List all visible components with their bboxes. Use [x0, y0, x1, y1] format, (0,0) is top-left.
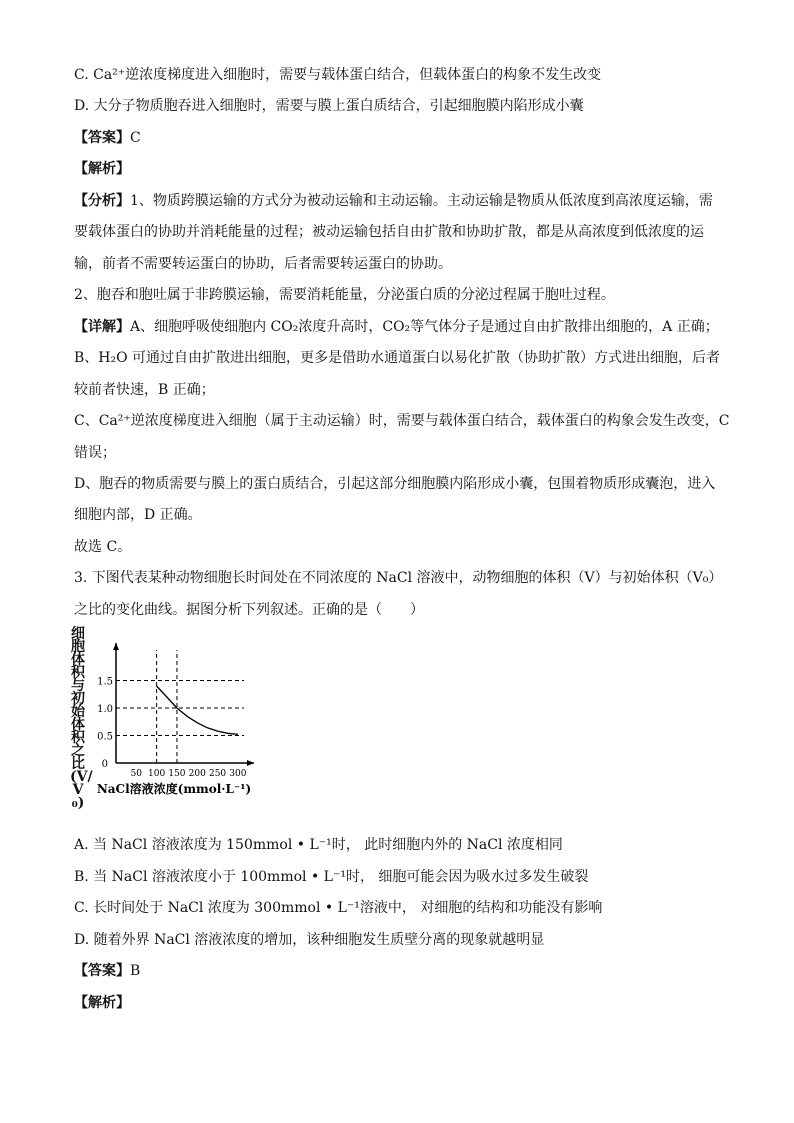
- q2-detail-5-text: 错误；: [74, 445, 116, 461]
- q3-option-d-text: D. 随着外界 NaCl 溶液浓度的增加，该种细胞发生质壁分离的现象就越明显: [74, 932, 545, 948]
- q2-detail-3-text: 较前者快速，B 正确；: [74, 382, 215, 398]
- q2-detail-1: [74, 318, 719, 336]
- q3-stem-1: [74, 569, 722, 587]
- q3-option-a: [74, 836, 563, 854]
- q3-option-c: [74, 899, 602, 917]
- q2-conclusion: [74, 538, 131, 556]
- origin-label: 0: [101, 759, 108, 770]
- q2-conclusion-text: 故选 C。: [74, 539, 132, 555]
- q2-detail-6-text: D、胞吞的物质需要与膜上的蛋白质结合，引起这部分细胞膜内陷形成小囊，包围着物质形成囊泡，进入: [74, 476, 716, 492]
- y-tick-0.5: 0.5: [97, 731, 113, 743]
- q3-answer-text: B: [130, 963, 141, 979]
- q3-answer-tag: 【答案】: [74, 963, 130, 979]
- q2-explain-heading-tag: 【解析】: [74, 161, 130, 177]
- q2-detail-2-text: B、H₂O 可通过自由扩散进出细胞，更多是借助水通道蛋白以易化扩散（协助扩散）方式进出细胞，后者: [74, 350, 721, 366]
- q2-analysis-3-text: 输，前者不需要转运蛋白的协助，后者需要转运蛋白的协助。: [74, 256, 452, 272]
- q3-option-c-text: C. 长时间处于 NaCl 浓度为 300mmol • L⁻¹溶液中， 对细胞的结构和功能没有影响: [74, 900, 603, 916]
- q3-option-b-text: B. 当 NaCl 溶液浓度小于 100mmol • L⁻¹时， 细胞可能会因为吸水过多发生破裂: [74, 869, 589, 885]
- q2-analysis-2-text: 要载体蛋白的协助并消耗能量的过程；被动运输包括自由扩散和协助扩散，都是从高浓度到低浓度的运: [74, 224, 704, 240]
- y-axis-arrow: [113, 643, 119, 650]
- q3-stem-2-text: 之比的变化曲线。据图分析下列叙述。正确的是（ ）: [74, 602, 424, 618]
- chart-svg: [66, 628, 266, 828]
- q2-detail-6: [74, 475, 715, 493]
- q3-option-b: [74, 868, 588, 886]
- q2-option-c-text: C. Ca²⁺逆浓度梯度进入细胞时，需要与载体蛋白结合，但载体蛋白的构象不发生改变: [74, 67, 602, 83]
- x-tick-200: 200: [188, 769, 206, 779]
- q2-answer: [74, 129, 141, 147]
- q2-answer-text: C: [130, 130, 141, 146]
- q2-detail-4-text: C、Ca²⁺逆浓度梯度进入细胞（属于主动运输）时，需要与载体蛋白结合，载体蛋白的构象会发生改变，C: [74, 413, 730, 429]
- y-tick-1.0: 1.0: [97, 704, 113, 715]
- q2-detail-2: [74, 349, 720, 367]
- x-tick-150: 150: [168, 769, 186, 779]
- q3-explain-heading: [74, 994, 130, 1012]
- q2-detail-7: [74, 506, 202, 524]
- q3-option-d: [74, 931, 544, 949]
- chart-y-axis-label: 细胞体积与初始体积之比(V/V₀): [70, 626, 93, 811]
- q2-option-c: [74, 66, 601, 84]
- q2-detail-4: [74, 412, 729, 430]
- q2-explain-heading: [74, 160, 130, 178]
- volume-ratio-chart: [66, 628, 266, 828]
- q2-analysis-3: [74, 255, 452, 273]
- q2-detail-1-tag: 【详解】: [74, 319, 130, 335]
- q3-stem-1-text: 3. 下图代表某种动物细胞长时间处在不同浓度的 NaCl 溶液中，动物细胞的体积（V）与初始体积（V₀）: [74, 570, 723, 586]
- q2-option-d: [74, 97, 584, 115]
- q2-analysis-1-tag: 【分析】: [74, 193, 130, 209]
- x-tick-50: 50: [130, 769, 143, 779]
- q2-analysis-1: [74, 192, 713, 210]
- q2-detail-5: [74, 444, 116, 462]
- q3-option-a-text: A. 当 NaCl 溶液浓度为 150mmol • L⁻¹时， 此时细胞内外的 NaCl 浓度相同: [74, 837, 563, 853]
- q2-answer-tag: 【答案】: [74, 130, 130, 146]
- q3-explain-heading-tag: 【解析】: [74, 995, 130, 1011]
- q2-analysis-4: [74, 286, 615, 304]
- y-tick-1.5: 1.5: [97, 676, 113, 688]
- x-tick-250: 250: [208, 769, 227, 779]
- x-tick-100: 100: [148, 769, 166, 779]
- q2-option-d-text: D. 大分子物质胞吞进入细胞时，需要与膜上蛋白质结合，引起细胞膜内陷形成小囊: [74, 98, 584, 114]
- q3-answer: [74, 962, 140, 980]
- q2-detail-1-text: A、细胞呼吸使细胞内 CO₂浓度升高时，CO₂等气体分子是通过自由扩散排出细胞的，A 正确；: [130, 319, 719, 335]
- q2-analysis-4-text: 2、胞吞和胞吐属于非跨膜运输，需要消耗能量，分泌蛋白质的分泌过程属于胞吐过程。: [74, 287, 615, 303]
- x-tick-300: 300: [229, 769, 247, 779]
- x-axis-arrow: [247, 760, 254, 766]
- chart-x-axis-label: NaCl溶液浓度(mmol·L⁻¹): [96, 782, 252, 796]
- q2-analysis-2: [74, 223, 704, 241]
- q2-analysis-1-text: 1、物质跨膜运输的方式分为被动运输和主动运输。主动运输是物质从低浓度到高浓度运输，需: [130, 193, 713, 209]
- volume-ratio-curve: [157, 686, 238, 734]
- q2-detail-3: [74, 381, 215, 399]
- q2-detail-7-text: 细胞内部，D 正确。: [74, 507, 202, 523]
- q3-stem-2: [74, 601, 424, 619]
